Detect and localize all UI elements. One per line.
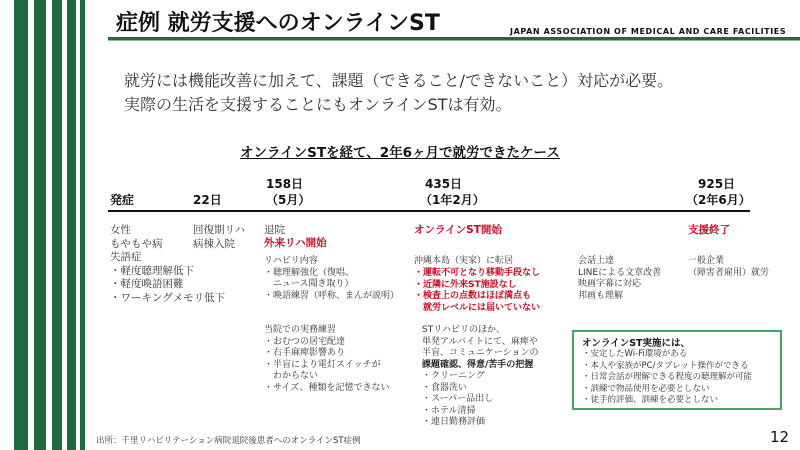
st-line: 半盲、コミュニケーションの	[422, 348, 539, 358]
employment-line: 一般企業	[688, 256, 725, 266]
progress-line: 邦画も理解	[578, 290, 624, 301]
home-line: ・半盲により電灯スイッチが	[264, 359, 381, 370]
progress-notes	[578, 256, 661, 302]
home-line: 当院での実務練習	[264, 325, 337, 335]
day-22-label: 22日	[193, 193, 222, 207]
organization-name: JAPAN ASSOCIATION OF MEDICAL AND CARE FACILITIES	[510, 27, 787, 36]
relocation-issues	[414, 268, 540, 314]
onset-label: 発症	[110, 193, 135, 207]
title-rule-thin	[108, 40, 800, 41]
day-158-label: 158日	[266, 177, 304, 191]
home-line: ・サイズ、種類を記憶できない	[264, 382, 390, 393]
day-22-details	[193, 224, 245, 251]
progress-line: LINEによる文章改善	[578, 267, 662, 278]
task-line: ・スーパー品出し	[422, 394, 494, 404]
day-925-sub: （2年6月）	[686, 193, 751, 207]
conditions-title: オンラインST実施には、	[582, 338, 691, 349]
home-line: わからない	[264, 371, 319, 381]
day-435-sub: （1年2月）	[420, 193, 485, 207]
condition-item: ・本人や家族がPC/タブレット操作ができる	[582, 360, 749, 371]
condition-item: ・日常会話が理解できる程度の聴理解が可能	[582, 372, 753, 382]
side-stripes	[0, 0, 86, 450]
st-line: 単発アルバイトにて、麻痺や	[422, 336, 538, 347]
home-line: ・右手麻痺影響あり	[264, 348, 346, 358]
relocation-label: 沖縄本島（実家）に転居	[414, 256, 514, 266]
home-practice	[264, 325, 390, 394]
onset-line: もやもや病	[110, 237, 163, 250]
onset-line: 女性	[110, 224, 131, 236]
slide-title: 症例 就労支援へのオンラインST	[116, 11, 440, 36]
rehab-line: ニュース聞き取り）	[264, 279, 354, 289]
st-activities	[422, 325, 538, 429]
rehab-content	[264, 256, 399, 302]
stripe	[34, 0, 46, 450]
onset-line: ・軽度喚語困難	[110, 278, 184, 290]
day-22-line: 回復期リハ	[193, 224, 246, 236]
stripe	[52, 0, 62, 450]
issue-line: ・検査上の点数はほぼ満点も	[414, 291, 532, 301]
onset-line: 失語症	[110, 251, 142, 263]
task-line: ・連日勤務評価	[422, 417, 486, 427]
conditions-box	[572, 330, 782, 410]
support-end: 支援終了	[688, 224, 730, 236]
stripe	[14, 0, 28, 450]
issue-line: ・近隣に外来ST施設なし	[414, 279, 517, 290]
task-line: ・ホテル清掃	[422, 405, 476, 416]
day-925-label: 925日	[698, 177, 736, 191]
progress-line: 映画字幕に対応	[578, 279, 642, 289]
employment-line: （障害者雇用）就労	[688, 267, 770, 278]
conditions-list	[582, 349, 752, 407]
condition-item: ・安定したWi-Fi環境がある	[582, 349, 688, 359]
page-number: 12	[770, 428, 790, 446]
source-note: 出所：千里リハビリテーション病院退院後患者へのオンラインST症例	[96, 436, 361, 446]
issue-line: ・運転不可となり移動手段なし	[414, 268, 541, 278]
onset-line: ・ワーキングメモリ低下	[110, 291, 226, 304]
lead-line-1: 就労には機能改善に加えて、課題（できること/できないこと）対応が必要。	[124, 71, 674, 90]
condition-item: ・徒手的評価、訓練を必要としない	[582, 395, 719, 405]
issue-line: 就労レベルには届いていない	[414, 302, 541, 313]
lead-line-2: 実際の生活を支援することにもオンラインSTは有効。	[124, 95, 512, 114]
day-22-line: 病棟入院	[193, 237, 235, 250]
case-title: オンラインSTを経て、2年6ヶ月で就労できたケース	[240, 145, 560, 161]
timeline-axis	[108, 210, 750, 212]
rehab-line: ・喚語練習（呼称、まんが説明）	[264, 290, 400, 301]
onset-line: ・軽度聴理解低下	[110, 264, 194, 277]
employment-notes	[688, 256, 769, 279]
home-line: ・おむつの居宅配達	[264, 336, 346, 347]
online-st-start: オンラインST開始	[414, 224, 502, 236]
stripe	[80, 0, 85, 450]
outpatient-start: 外来リハ開始	[264, 237, 327, 249]
task-line: ・クリーニング	[422, 371, 485, 381]
rehab-line: リハビリ内容	[264, 256, 318, 266]
condition-item: ・訓練で物品使用を必要としない	[582, 383, 710, 394]
progress-line: 会話上達	[578, 256, 615, 266]
day-158-sub: （5月）	[266, 193, 311, 207]
rehab-line: ・聴理解強化（復唱、	[264, 267, 355, 278]
task-line: ・食器洗い	[422, 382, 468, 393]
st-line: STリハビリのほか、	[422, 325, 505, 335]
task-heading: 課題確認、得意/苦手の把握	[422, 359, 534, 370]
stripe	[67, 0, 76, 450]
day-435-label: 435日	[425, 177, 463, 191]
discharge-label: 退院	[264, 224, 285, 236]
